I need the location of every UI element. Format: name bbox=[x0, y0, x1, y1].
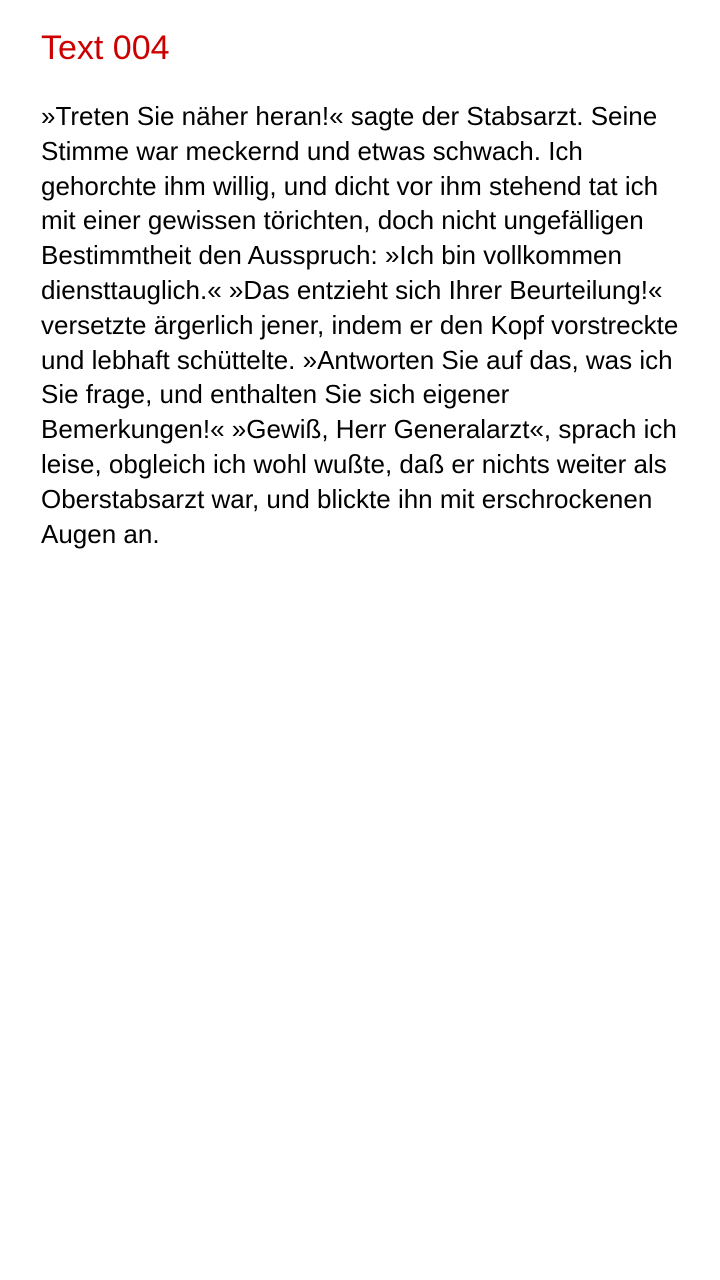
document-body-text: »Treten Sie näher heran!« sagte der Stabsarzt. Seine Stimme war meckernd und etwas schwach. Ich gehorchte ihm willig, und dicht vor ihm stehend tat ich mit einer gewissen törichten, doch nicht ungefälligen Bestimmtheit den Ausspruch: »Ich bin vollkommen diensttauglich.« »Das entzieht sich Ihrer Beurteilung!« versetzte ärgerlich jener, indem er den Kopf vorstreckte und lebhaft schüttelte. »Antworten Sie auf das, was ich Sie frage, und enthalten Sie sich eigener Bemerkungen!« »Gewiß, Herr Generalarzt«, sprach ich leise, obgleich ich wohl wußte, daß er nichts weiter als Oberstabsarzt war, und blickte ihn mit erschrockenen Augen an. bbox=[41, 101, 679, 549]
document-title: Text 004 bbox=[41, 29, 170, 67]
